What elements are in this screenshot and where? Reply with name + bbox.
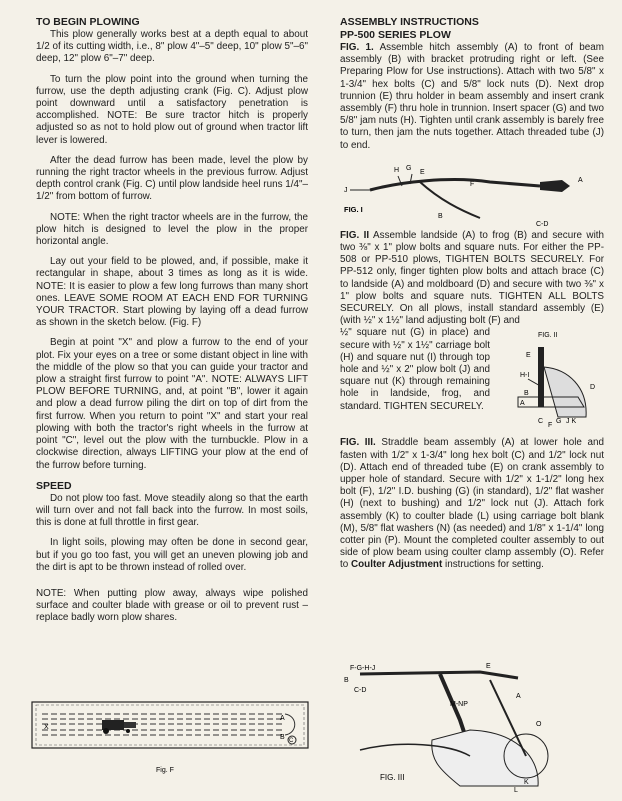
fig-f-label-b: B: [280, 734, 285, 741]
fig2-label-hi: H-I: [520, 372, 530, 380]
plowing-paragraph: To turn the plow point into the ground when turning the furrow, use the depth adjusting crank (Fig. C). Adjust plow point downward until a satisfactory penetration is accomplished. NOTE: Be sure tractor hitch is properly adjusted so as not to hold plow out of ground when tractor lift lever is lowered.: [36, 73, 308, 146]
speed-paragraph: In light soils, plowing may often be done in second gear, but if you go too fast, you will get an uneven plowing job and the dirt is apt to be thrown instead of rolled over.: [36, 537, 308, 573]
fig1-caption: FIG. I: [344, 204, 363, 214]
plowing-paragraph: After the dead furrow has been made, level the plow by running the right tractor wheels in the previous furrow. Adjust depth control crank (Fig. C) until plow landside heel runs 1/4"–1/2" from bottom of furrow.: [36, 154, 308, 203]
fig-f-label-c: C: [289, 738, 294, 744]
plowing-paragraph: This plow generally works best at a depth equal to about 1/2 of its cutting width, i.e., 8" plow 4"–5" deep, 10" plow 5"–6" deep, 12" plow 6"–7" deep.: [36, 29, 308, 65]
fig2-label-f: F: [548, 422, 553, 430]
fig1-label-e: E: [420, 168, 425, 176]
fig1-label-g: G: [406, 164, 412, 172]
figure-3: [340, 660, 600, 796]
plowing-heading: TO BEGIN PLOWING: [36, 16, 140, 28]
landside-diagram: [498, 327, 608, 437]
speed-paragraph: Do not plow too fast. Move steadily along so that the earth will turn over and not fall back into the furrow. In most soils, this is done at full throttle in first gear.: [36, 492, 308, 529]
fig2-label-d: D: [590, 384, 596, 392]
fig3-label-e: E: [486, 663, 491, 670]
fig3-bold-end: Coulter Adjustment: [351, 559, 443, 571]
fig1-paragraph: [340, 42, 604, 152]
speed-heading: SPEED: [36, 479, 72, 492]
fig2-text-b: ½" square nut (G) in place) and secure with ½" x 1½" carriage bolt (H) and square nut (I) through top hole and ½" x 2" plow bolt (J) and square nut (K) through remaining hole in landside, frog, and standard. TIGHTEN SECURELY.: [340, 327, 490, 412]
assembly-heading: ASSEMBLY INSTRUCTIONS: [340, 16, 479, 28]
fig2-label-a: A: [520, 400, 525, 408]
fig3-text: Straddle beam assembly (A) at lower hole and fasten with 1/2" x 1-3/4" long hex bolt (C) and 1/2" lock nut (D). Attach end of threaded tube (E) on crank assembly to upper hole of standard. Secure with 1/2" x 1-1/2" long hex bolt (F), 1/2" I.D. bushing (G) (in standard), 1/2" flat washer (H) (next to bushing) and 1/2" lock nut (J). Attach fork assembly (K) to coulter blade (L) using carriage bolt blank (M), 5/8" flat washers (N) (as needed) and 1/8" x 1-1/4" long cotter pin (P). Mount the completed coulter assembly to out side of plow beam using coulter clamp assembly (O). Refer to: [340, 437, 604, 571]
figure-1: [340, 160, 604, 230]
fig1-label-b: B: [438, 212, 443, 220]
fig1-label-f: F: [470, 180, 475, 188]
fig3-label-k: K: [524, 779, 529, 786]
fig2-label-g: G: [556, 418, 562, 426]
fig1-text: Assemble hitch assembly (A) to front of beam assembly (B) with bracket protruding right or left. (See Preparing Plow for Use instructions). Attach with two 5/8" x 1-3/4" hex bolts (C) and 5/8" lock nuts (D). Next drop trunnion (E) thru holder in beam assembly and insert crank assembly (F) thru hole in trunnion. Insert spacer (G) and two 5/8" jam nuts (H). Tighten until crank assembly is barely free to turn, then jam the nuts together. Attach threaded tube (J) to end.: [340, 42, 604, 151]
fig3-label-a: A: [516, 693, 521, 700]
storage-note: NOTE: When putting plow away, always wipe polished surface and coulter blade with grease or oil to prevent rust – replace badly worn plow shares.: [36, 587, 308, 624]
fig1-lead: FIG. 1.: [340, 42, 374, 53]
fig3-label-cd: C-D: [354, 687, 367, 694]
assembly-subheading: PP-500 SERIES PLOW: [340, 29, 451, 41]
plowing-paragraph: NOTE: When the right tractor wheels are in the furrow, the plow hitch is designed to level the plow in the proper horizontal angle.: [36, 211, 308, 248]
fig1-label-cd: C-D: [536, 220, 549, 228]
plowing-paragraph: Lay out your field to be plowed, and, if possible, make it rectangular in shape, about 3 times as long as it is wide. NOTE: It is easier to plow a few long furrows than many short ones. LEAVE SOME ROOM AT EACH END FOR TURNING YOUR TRACTOR. Start plowing by laying off a dead furrow as shown in the sketch below. (Fig. F): [36, 256, 308, 329]
fig2-label-e: E: [526, 352, 531, 360]
fig3-tail: instructions for setting.: [445, 559, 544, 571]
fig-f-label-x: X: [44, 724, 49, 731]
fig3-label-o: O: [536, 721, 542, 728]
field-diagram: [30, 700, 310, 780]
fig1-label-h: H: [394, 166, 400, 174]
fig2-label-c: C: [538, 418, 544, 426]
fig-f-caption: Fig. F: [156, 767, 174, 774]
fig3-label-fghj: F-G-H-J: [350, 665, 376, 672]
fig2-paragraph: [340, 230, 604, 328]
right-column: [340, 16, 604, 580]
fig-f-label-a: A: [280, 715, 285, 722]
fig2-text-a: Assemble landside (A) to frog (B) and secure with two ⅜" x 1" plow bolts and square nuts. For either the PP-508 or PP-510 plows, TIGHTEN BOLTS SECURELY. For PP-512 only, finger tighten plow bolts and attach brace (C) to landside (A) and moldboard (D) and secure with two ⅜" x 1" plow bolts and square nuts. TIGHTEN ALL BOLTS SECURELY. On all plows, install standard assembly (E) (with ½" x 1½" land adjusting bolt (F) and: [340, 229, 604, 327]
fig3-label-l: L: [514, 787, 518, 794]
fig3-label-b: B: [344, 677, 349, 684]
fig3-paragraph: [340, 437, 604, 571]
hitch-diagram: [340, 160, 604, 230]
tractor-icon: [102, 720, 136, 734]
left-column: [36, 16, 308, 633]
coulter-diagram: [340, 660, 600, 796]
fig2-label-jk: J K: [566, 418, 577, 426]
fig1-label-j: J: [344, 186, 348, 194]
figure-2-block: [340, 327, 604, 437]
fig2-label-b: B: [524, 390, 529, 398]
fig2-lead: FIG. II: [340, 229, 370, 241]
fig1-label-a: A: [578, 176, 583, 184]
figure-f: [30, 700, 310, 780]
plowing-paragraph: Begin at point "X" and plow a furrow to the end of your plot. Fix your eyes on a tree or some distant object in line with the middle of the plow so that you can guide your tractor and plow a straight first furrow to point "A". NOTE: ALWAYS LIFT PLOW BEFORE TURNING, and, at point "B", lower it again and plow a dead furrow piling the dirt on top of dirt from the first furrow. When you return to point "X" and start your real plowing with both the tractor's right wheels in the furrow at point "C", level out the plow with the turnbuckle. Plow in a clockwise direction, always LIFTING your plow at the end of the furrow before turning.: [36, 337, 308, 471]
fig3-label-mnp: M-NP: [450, 701, 468, 708]
fig2-caption: FIG. II: [538, 332, 558, 340]
fig3-caption: FIG. III: [380, 773, 405, 782]
fig3-lead: FIG. III.: [340, 437, 376, 449]
